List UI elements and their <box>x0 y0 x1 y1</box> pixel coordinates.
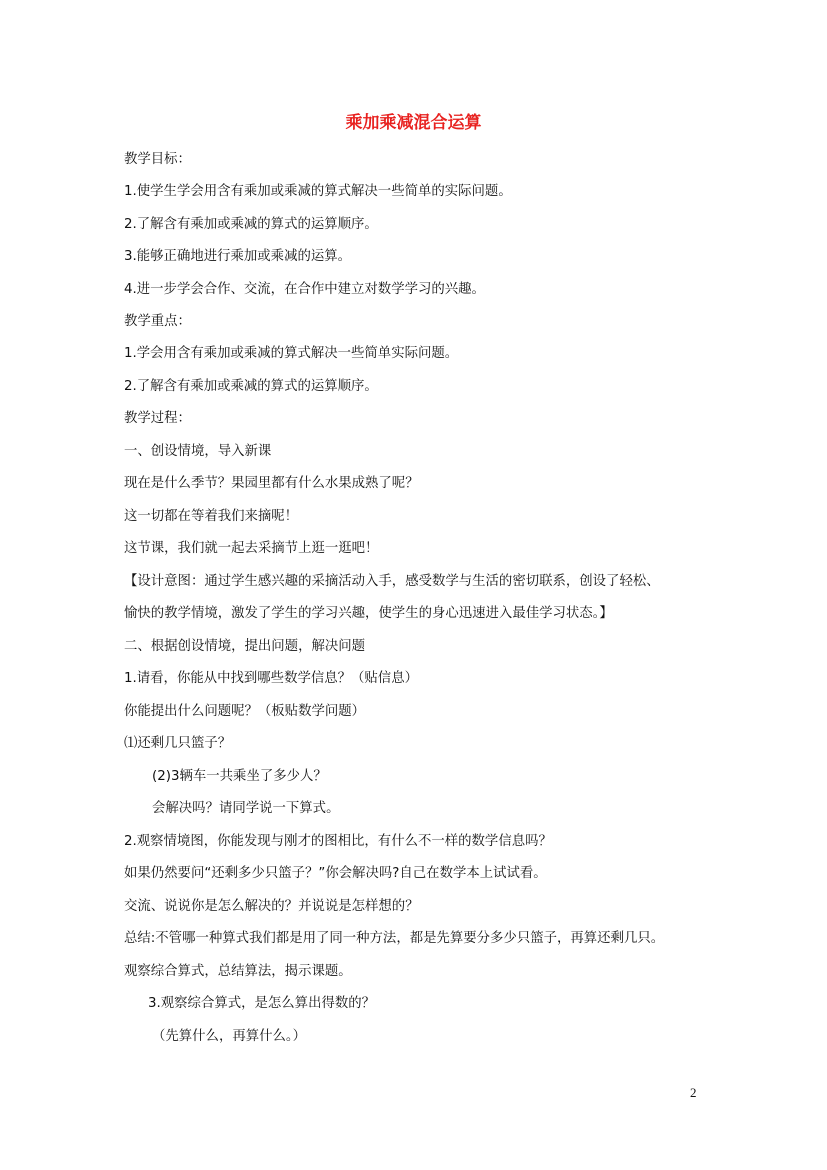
text-line: 2.观察情境图，你能发现与刚才的图相比，有什么不一样的数学信息吗？ <box>124 834 552 849</box>
text-line: 你能提出什么问题呢？（板贴数学问题） <box>124 704 366 719</box>
question-item-1: ⑴还剩几只篮子？ <box>124 736 232 751</box>
section-heading-goals: 教学目标： <box>124 152 191 167</box>
goal-item-3: 3.能够正确地进行乘加或乘减的运算。 <box>124 249 352 264</box>
text-line: 现在是什么季节？果园里都有什么水果成熟了呢？ <box>124 476 419 491</box>
text-line: 如果仍然要问“还剩多少只篮子？”你会解决吗?自己在数学本上试试看。 <box>124 866 547 881</box>
text-line: 3.观察综合算式，是怎么算出得数的？ <box>148 996 376 1011</box>
summary-line: 总结:不管哪一种算式我们都是用了同一种方法，都是先算要分多少只篮子，再算还剩几只。 <box>124 931 665 946</box>
text-line: 1.请看，你能从中找到哪些数学信息？（贴信息） <box>124 671 418 686</box>
page-number: 2 <box>690 1085 697 1100</box>
goal-item-2: 2.了解含有乘加或乘减的算式的运算顺序。 <box>124 217 378 232</box>
key-point-1: 1.学会用含有乘加或乘减的算式解决一些简单实际问题。 <box>124 346 459 361</box>
goal-item-1: 1.使学生学会用含有乘加或乘减的算式解决一些简单的实际问题。 <box>124 184 512 199</box>
section-heading-key-points: 教学重点： <box>124 314 191 329</box>
text-line: （先算什么，再算什么。） <box>152 1029 306 1044</box>
design-intent-line-2: 愉快的教学情境，激发了学生的学习兴趣，使学生的身心迅速进入最佳学习状态。】 <box>124 606 613 621</box>
question-item-2: (2)3辆车一共乘坐了多少人？ <box>152 769 327 784</box>
text-line: 这节课，我们就一起去采摘节上逛一逛吧！ <box>124 541 379 556</box>
design-intent-line-1: 【设计意图：通过学生感兴趣的采摘活动入手，感受数学与生活的密切联系，创设了轻松、 <box>124 574 660 589</box>
section-heading-process: 教学过程： <box>124 411 191 426</box>
goal-item-4: 4.进一步学会合作、交流，在合作中建立对数学学习的兴趣。 <box>124 282 485 297</box>
text-line: 观察综合算式，总结算法，揭示课题。 <box>124 964 352 979</box>
text-line: 交流、说说你是怎么解决的？并说说是怎样想的？ <box>124 899 419 914</box>
process-step-2-heading: 二、根据创设情境，提出问题，解决问题 <box>124 639 366 654</box>
process-step-1-heading: 一、创设情境，导入新课 <box>124 444 272 459</box>
document-title: 乘加乘减混合运算 <box>345 113 482 133</box>
text-line: 这一切都在等着我们来摘呢！ <box>124 509 299 524</box>
text-line: 会解决吗？请同学说一下算式。 <box>152 801 340 816</box>
key-point-2: 2.了解含有乘加或乘减的算式的运算顺序。 <box>124 379 378 394</box>
